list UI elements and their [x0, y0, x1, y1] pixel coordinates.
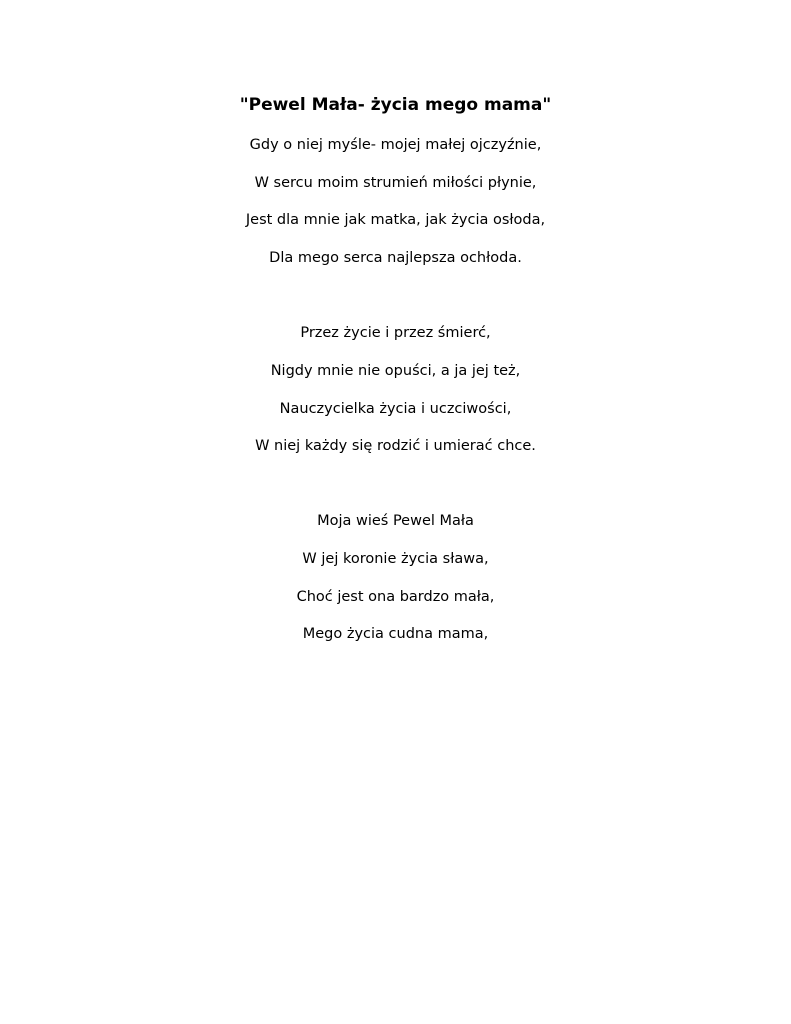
- poem-line: Przez życie i przez śmierć,: [300, 325, 491, 341]
- poem-line: W jej koronie życia sława,: [302, 551, 489, 567]
- poem-line: Dla mego serca najlepsza ochłoda.: [269, 250, 522, 266]
- poem-line: W niej każdy się rodzić i umierać chce.: [255, 438, 536, 454]
- poem-line: Moja wieś Pewel Mała: [317, 513, 474, 529]
- poem-line: Gdy o niej myśle- mojej małej ojczyźnie,: [249, 137, 542, 153]
- poem-line: W sercu moim strumień miłości płynie,: [254, 175, 537, 191]
- poem-line: Jest dla mnie jak matka, jak życia osłoda,: [245, 212, 546, 228]
- poem-line: Nigdy mnie nie opuści, a ja jej też,: [270, 363, 521, 379]
- poem-title: "Pewel Mała- życia mego mama": [239, 95, 552, 115]
- poem-line: Choć jest ona bardzo mała,: [296, 589, 495, 605]
- poem-line: Mego życia cudna mama,: [302, 626, 489, 642]
- poem-line: Nauczycielka życia i uczciwości,: [279, 401, 512, 417]
